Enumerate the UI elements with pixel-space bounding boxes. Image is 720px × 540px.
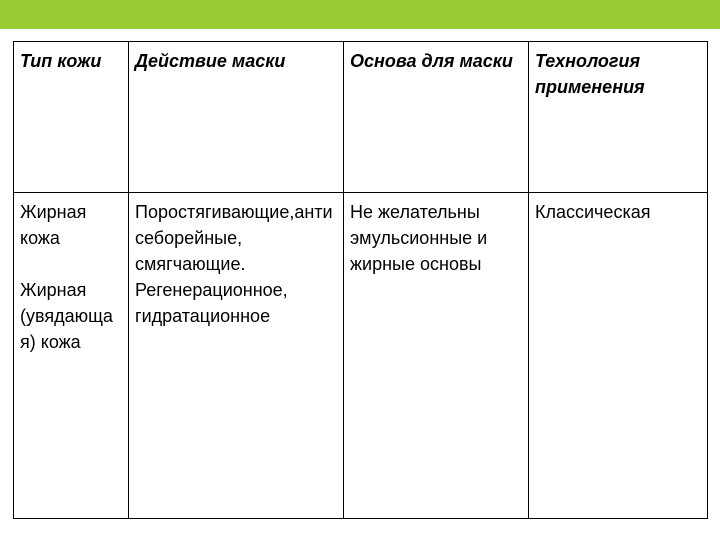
header-label: Технология применения: [535, 51, 645, 97]
header-cell-technology: [529, 42, 708, 193]
header-cell-mask-base: [344, 42, 529, 193]
table-row: [14, 193, 708, 519]
skin-mask-table: [13, 41, 708, 519]
skin-type-oily: Жирная кожа: [20, 202, 87, 248]
cell-skin-type: [14, 193, 129, 519]
header-cell-skin-type: [14, 42, 129, 193]
cell-technology: [529, 193, 708, 519]
mask-base-text: Не желательны эмульсионные и жирные основы: [350, 202, 488, 274]
table-header-row: [14, 42, 708, 193]
skin-type-oily-aging: Жирная (увядающая) кожа: [20, 280, 113, 352]
mask-action-primary: Поростягивающие,антисеборейные, смягчающие.: [135, 202, 333, 274]
accent-top-bar: [0, 0, 720, 29]
technology-text: Классическая: [535, 202, 651, 222]
cell-mask-action: [129, 193, 344, 519]
cell-mask-base: [344, 193, 529, 519]
mask-action-secondary: Регенерационное, гидратационное: [135, 280, 288, 326]
header-label: Тип кожи: [20, 51, 102, 71]
header-label: Действие маски: [135, 51, 286, 71]
header-cell-mask-action: [129, 42, 344, 193]
header-label: Основа для маски: [350, 51, 513, 71]
